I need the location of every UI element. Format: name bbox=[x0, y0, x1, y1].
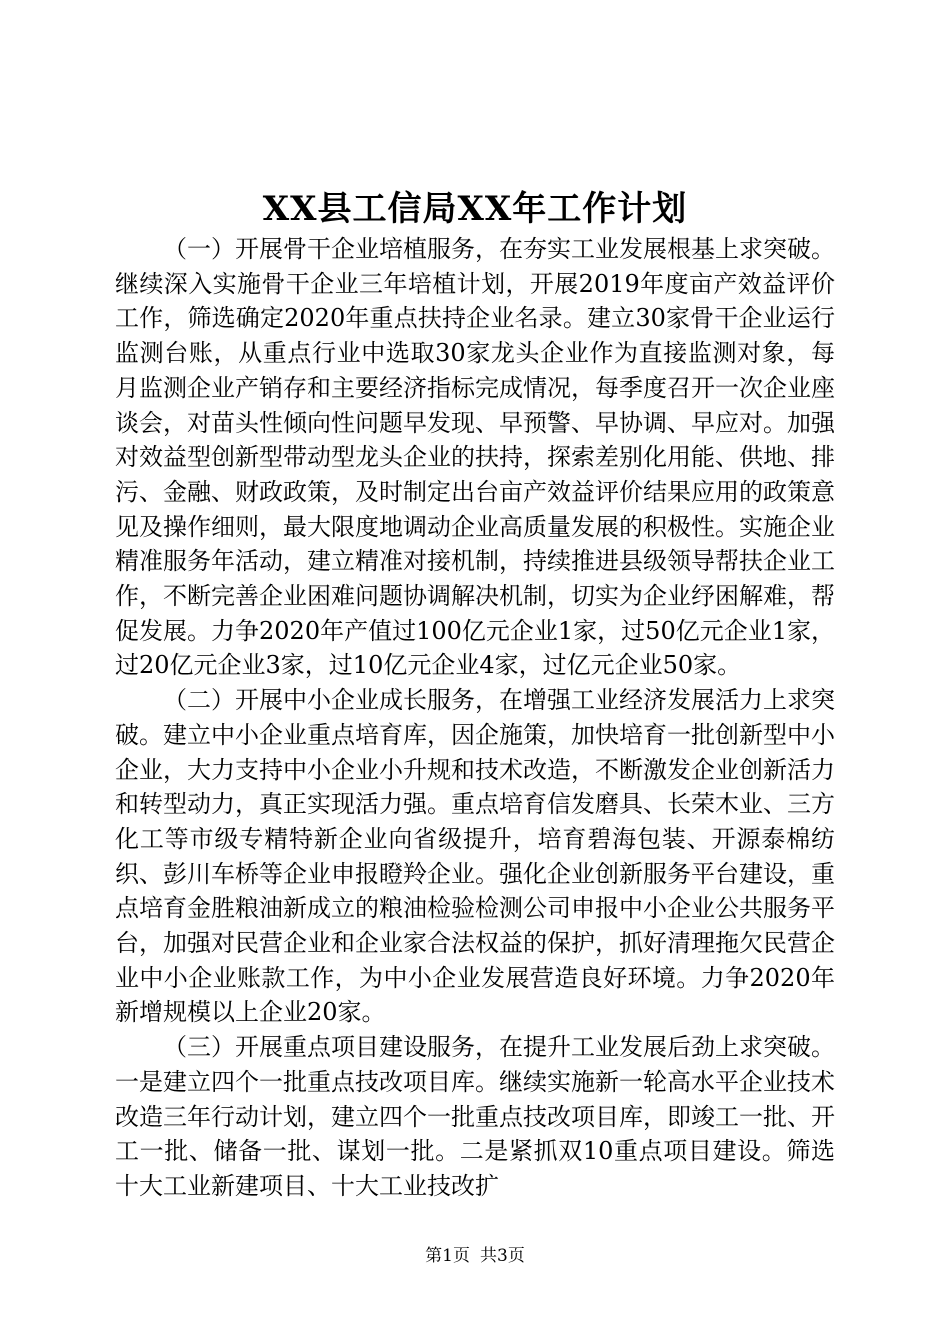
page-number: 第1页 bbox=[425, 1246, 470, 1266]
document-body bbox=[115, 232, 835, 1204]
document-title: XX县工信局XX年工作计划 bbox=[262, 189, 688, 229]
page-footer bbox=[0, 1245, 950, 1267]
paragraph-2: （二）开展中小企业成长服务，在增强工业经济发展活力上求突破。建立中小企业重点培育库，因企施策，加快培育一批创新型中小企业，大力支持中小企业小升规和技术改造，不断激发企业创新活力和转型动力，真正实现活力强。重点培育信发磨具、长荣木业、三方化工等市级专精特新企业向省级提升，培育碧海包装、开源泰棉纺织、彭川车桥等企业申报瞪羚企业。强化企业创新服务平台建设，重点培育金胜粮油新成立的粮油检验检测公司申报中小企业公共服务平台，加强对民营企业和企业家合法权益的保护，抓好清理拖欠民营企业中小企业账款工作，为中小企业发展营造良好环境。力争2020年新增规模以上企业20家。 bbox=[115, 686, 835, 1027]
paragraph-1: （一）开展骨干企业培植服务，在夯实工业发展根基上求突破。继续深入实施骨干企业三年培植计划，开展2019年度亩产效益评价工作，筛选确定2020年重点扶持企业名录。建立30家骨干企业运行监测台账，从重点行业中选取30家龙头企业作为直接监测对象，每月监测企业产销存和主要经济指标完成情况，每季度召开一次企业座谈会，对苗头性倾向性问题早发现、早预警、早协调、早应对。加强对效益型创新型带动型龙头企业的扶持，探索差别化用能、供地、排污、金融、财政政策，及时制定出台亩产效益评价结果应用的政策意见及操作细则，最大限度地调动企业高质量发展的积极性。实施企业精准服务年活动，建立精准对接机制，持续推进县级领导帮扶企业工作，不断完善企业困难问题协调解决机制，切实为企业纾困解难，帮促发展。力争2020年产值过100亿元企业1家，过50亿元企业1家，过20亿元企业3家，过10亿元企业4家，过亿元企业50家。 bbox=[115, 235, 835, 680]
page-total: 共3页 bbox=[480, 1246, 525, 1266]
paragraph-3: （三）开展重点项目建设服务，在提升工业发展后劲上求突破。一是建立四个一批重点技改项目库。继续实施新一轮高水平企业技术改造三年行动计划，建立四个一批重点技改项目库，即竣工一批、开工一批、储备一批、谋划一批。二是紧抓双10重点项目建设。筛选十大工业新建项目、十大工业技改扩 bbox=[115, 1033, 835, 1200]
